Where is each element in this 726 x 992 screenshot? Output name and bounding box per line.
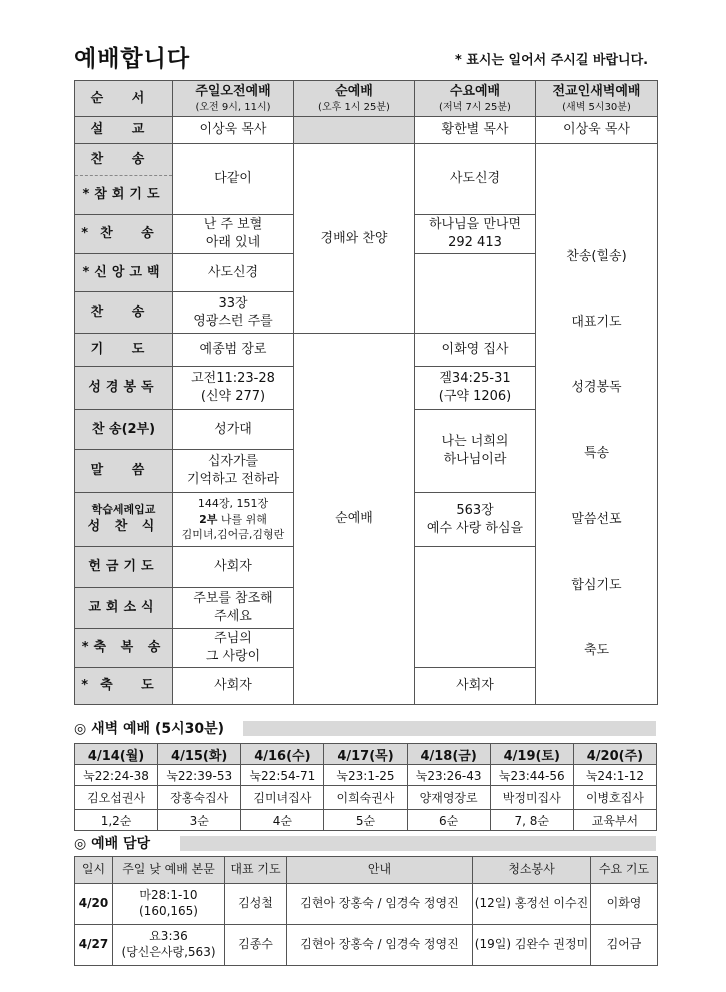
dawn-item-1: 대표기도 xyxy=(571,314,622,330)
header-wednesday xyxy=(415,81,536,117)
duty-row xyxy=(75,884,658,925)
label-offering-text: 헌금기도 xyxy=(88,559,159,575)
label-hymn2-text: *찬 송 xyxy=(81,226,166,242)
dawn-item-4: 말씀선포 xyxy=(571,511,622,527)
duty-prayer: 김종수 xyxy=(225,925,287,966)
afternoon-bottom: 순예배 xyxy=(294,334,415,705)
dawn-passages-row xyxy=(75,765,657,786)
morning-hymn3-line1: 33장 xyxy=(218,295,248,311)
dawn-passage: 눅22:24-38 xyxy=(75,765,158,786)
morning-hymn-part2: 성가대 xyxy=(173,410,294,450)
wednesday-hymn1: 사도신경 xyxy=(415,144,536,215)
header-afternoon xyxy=(294,81,415,117)
duty-header-clean: 청소봉사 xyxy=(473,857,591,884)
label-reading-text: 성경봉독 xyxy=(88,380,159,396)
morning-hymn2-line2: 아래 있네 xyxy=(205,235,261,250)
label-hymn3-text: 찬 송 xyxy=(90,304,157,320)
label-news-text: 교회소식 xyxy=(88,600,159,616)
wednesday-hymn2-line2: 292 413 xyxy=(448,235,502,250)
duty-clean: (12일) 홍정선 이수진 xyxy=(473,884,591,925)
label-repent xyxy=(75,176,173,215)
order-header-row xyxy=(75,81,658,117)
dawn-leader: 김미녀집사 xyxy=(241,786,324,810)
dawn-item-2: 성경봉독 xyxy=(571,380,622,396)
dawn-day: 4/18(금) xyxy=(407,744,490,765)
morning-choir-part: 나를 위해 xyxy=(217,512,267,526)
label-prayer-text: 기 도 xyxy=(90,342,157,358)
wednesday-reading-line2: (구약 1206) xyxy=(438,389,512,404)
morning-word xyxy=(173,450,294,493)
header-order-label: 순 서 xyxy=(90,90,157,106)
duty-wed: 이화영 xyxy=(591,884,658,925)
morning-hymn3-line2: 영광스런 주를 xyxy=(193,313,273,329)
sermon-row xyxy=(75,117,658,144)
dawn-leader: 양재영장로 xyxy=(407,786,490,810)
dawn-group: 4순 xyxy=(241,810,324,831)
morning-choir-line3: 김미녀,김어금,김형란 xyxy=(181,528,285,542)
label-word-text: 말 씀 xyxy=(90,463,157,479)
morning-reading-line2: (신약 277) xyxy=(200,389,266,404)
duty-header-prayer: 대표 기도 xyxy=(225,857,287,884)
dawn-group: 5순 xyxy=(324,810,407,831)
label-choir-top: 학습세례입교 xyxy=(91,503,156,517)
sermon-wednesday: 황한별 목사 xyxy=(415,117,536,144)
dawn-passage: 눅23:1-25 xyxy=(324,765,407,786)
dawn-item-0: 찬송(힐송) xyxy=(566,249,627,265)
worship-order-table xyxy=(74,80,658,705)
dawn-item-6: 축도 xyxy=(583,643,610,659)
duty-text xyxy=(113,925,225,966)
label-hymn2 xyxy=(75,215,173,254)
header-morning-label: 주일오전예배 xyxy=(195,83,271,99)
duty-wed: 김어금 xyxy=(591,925,658,966)
label-benediction xyxy=(75,668,173,705)
dawn-order xyxy=(536,144,658,705)
label-blessing-song xyxy=(75,629,173,668)
dawn-section-bar xyxy=(243,721,656,736)
label-offering xyxy=(75,547,173,588)
wednesday-choir xyxy=(415,493,536,547)
afternoon-top: 경배와 찬양 xyxy=(294,144,415,334)
dawn-day: 4/20(주) xyxy=(573,744,656,765)
dawn-order-list xyxy=(538,224,655,684)
dawn-leader: 박정미집사 xyxy=(490,786,573,810)
duty-section-title: ◎ 예배 담당 xyxy=(74,836,151,852)
wednesday-prayer: 이화영 집사 xyxy=(415,334,536,367)
dawn-item-3: 특송 xyxy=(583,446,610,462)
dawn-groups-row xyxy=(75,810,657,831)
duty-prayer: 김성철 xyxy=(225,884,287,925)
dawn-day: 4/19(토) xyxy=(490,744,573,765)
dawn-passage: 눅23:26-43 xyxy=(407,765,490,786)
dawn-section-title: ◎ 새벽 예배 (5시30분) xyxy=(74,721,225,737)
duty-date: 4/20 xyxy=(75,884,113,925)
wednesday-word-line1: 나는 너희의 xyxy=(441,434,509,450)
wednesday-hymn2-line1: 하나님을 만나면 xyxy=(428,217,522,233)
dawn-day: 4/14(월) xyxy=(75,744,158,765)
wednesday-word xyxy=(415,410,536,493)
morning-reading-line1: 고전11:23-28 xyxy=(191,371,275,387)
label-word xyxy=(75,450,173,493)
morning-choir-line1: 144장, 151장 xyxy=(197,497,269,511)
label-creed xyxy=(75,254,173,292)
dawn-passage: 눅22:39-53 xyxy=(158,765,241,786)
header-wednesday-time: (저녁 7시 25분) xyxy=(439,101,511,113)
morning-hymn2 xyxy=(173,215,294,254)
wednesday-empty-2 xyxy=(415,547,536,668)
duty-text-line1: 마28:1-10 xyxy=(139,888,198,903)
morning-offering: 사회자 xyxy=(173,547,294,588)
duty-clean: (19일) 김완수 권정미 xyxy=(473,925,591,966)
page-title: 예배합니다 xyxy=(74,46,191,72)
header-dawn-time: (새벽 5시30분) xyxy=(562,101,631,113)
dawn-group: 1,2순 xyxy=(75,810,158,831)
dawn-day: 4/17(목) xyxy=(324,744,407,765)
morning-word-line1: 십자가를 xyxy=(207,454,259,470)
wednesday-choir-line2: 예수 사랑 하심을 xyxy=(426,520,524,536)
label-news xyxy=(75,588,173,629)
label-repent-text: *참회기도 xyxy=(82,187,165,203)
header-afternoon-label: 순예배 xyxy=(335,83,373,99)
header-order xyxy=(75,81,173,117)
sermon-dawn: 이상욱 목사 xyxy=(536,117,658,144)
header-afternoon-time: (오후 1시 25분) xyxy=(318,101,390,113)
duty-header-guide: 안내 xyxy=(287,857,473,884)
label-reading xyxy=(75,367,173,410)
wednesday-choir-line1: 563장 xyxy=(456,502,494,518)
duty-header-wed: 수요 기도 xyxy=(591,857,658,884)
morning-choir xyxy=(173,493,294,547)
duty-text xyxy=(113,884,225,925)
label-prayer xyxy=(75,334,173,367)
duty-text-line1: 요3:36 xyxy=(149,929,188,944)
sermon-afternoon-empty xyxy=(294,117,415,144)
label-benediction-text: *축 도 xyxy=(81,678,166,694)
dawn-leader: 이희숙권사 xyxy=(324,786,407,810)
duty-text-line2: (당신은사랑,563) xyxy=(121,945,216,959)
sermon-label xyxy=(75,117,173,144)
label-choir-text: 성 찬 식 xyxy=(87,519,160,535)
label-hymn-part2-text: 찬 송(2부) xyxy=(91,421,156,437)
dawn-days-row xyxy=(75,744,657,765)
label-hymn1-text: 찬 송 xyxy=(90,151,157,167)
duty-text-line2: (160,165) xyxy=(139,904,198,918)
header-morning xyxy=(173,81,294,117)
morning-prayer: 예종범 장로 xyxy=(173,334,294,367)
label-hymn1 xyxy=(75,144,173,176)
dawn-leaders-row xyxy=(75,786,657,810)
morning-word-line2: 기억하고 전하라 xyxy=(186,472,280,487)
sermon-label-text: 설 교 xyxy=(90,122,157,138)
duty-section-bar xyxy=(180,836,656,851)
morning-news-line1: 주보를 참조해 xyxy=(193,591,273,607)
morning-hymn2-line1: 난 주 보혈 xyxy=(203,217,263,233)
duty-header-text: 주일 낮 예배 본문 xyxy=(113,857,225,884)
standing-note: * 표시는 일어서 주시길 바랍니다. xyxy=(455,53,649,68)
duty-row xyxy=(75,925,658,966)
dawn-passage: 눅24:1-12 xyxy=(573,765,656,786)
wednesday-word-line2: 하나님이라 xyxy=(443,452,507,467)
wednesday-empty-1 xyxy=(415,254,536,334)
morning-news xyxy=(173,588,294,629)
dawn-group: 7, 8순 xyxy=(490,810,573,831)
morning-hymn3 xyxy=(173,292,294,334)
morning-blessing-line1: 주님의 xyxy=(214,631,252,647)
dawn-leader: 장홍숙집사 xyxy=(158,786,241,810)
dawn-leader: 김오섭권사 xyxy=(75,786,158,810)
duty-header-date: 일시 xyxy=(75,857,113,884)
dawn-passage: 눅23:44-56 xyxy=(490,765,573,786)
morning-blessing-song xyxy=(173,629,294,668)
wednesday-benediction: 사회자 xyxy=(415,668,536,705)
dawn-day: 4/16(수) xyxy=(241,744,324,765)
morning-choir-part-bold: 2부 xyxy=(199,512,218,526)
label-hymn-part2 xyxy=(75,410,173,450)
wednesday-hymn2 xyxy=(415,215,536,254)
morning-news-line2: 주세요 xyxy=(214,609,252,624)
wednesday-reading-line1: 겔34:25-31 xyxy=(439,371,511,387)
dawn-passage: 눅22:54-71 xyxy=(241,765,324,786)
sermon-morning: 이상욱 목사 xyxy=(173,117,294,144)
dawn-day: 4/15(화) xyxy=(158,744,241,765)
duty-table xyxy=(74,856,658,966)
label-hymn3 xyxy=(75,292,173,334)
label-blessing-song-text: *축 복 송 xyxy=(81,640,166,656)
label-creed-text: *신앙고백 xyxy=(82,264,165,280)
dawn-group: 3순 xyxy=(158,810,241,831)
morning-blessing-line2: 그 사랑이 xyxy=(205,649,261,664)
dawn-group: 6순 xyxy=(407,810,490,831)
header-dawn xyxy=(536,81,658,117)
dawn-item-5: 합심기도 xyxy=(571,577,622,593)
morning-reading xyxy=(173,367,294,410)
morning-choir-line2 xyxy=(175,512,291,527)
duty-header-row xyxy=(75,857,658,884)
wednesday-reading xyxy=(415,367,536,410)
header-dawn-label: 전교인새벽예배 xyxy=(552,83,641,99)
dawn-schedule-table xyxy=(74,743,657,831)
label-choir xyxy=(75,493,173,547)
morning-benediction: 사회자 xyxy=(173,668,294,705)
header-wednesday-label: 수요예배 xyxy=(449,83,501,99)
duty-guide: 김현아 장홍숙 / 임경숙 정영진 xyxy=(287,884,473,925)
morning-hymn1: 다같이 xyxy=(173,144,294,215)
dawn-leader: 이병호집사 xyxy=(573,786,656,810)
duty-guide: 김현아 장홍숙 / 임경숙 정영진 xyxy=(287,925,473,966)
morning-creed: 사도신경 xyxy=(173,254,294,292)
duty-date: 4/27 xyxy=(75,925,113,966)
dawn-group: 교육부서 xyxy=(573,810,656,831)
header-morning-time: (오전 9시, 11시) xyxy=(195,101,271,113)
row-hymn1 xyxy=(75,144,658,176)
